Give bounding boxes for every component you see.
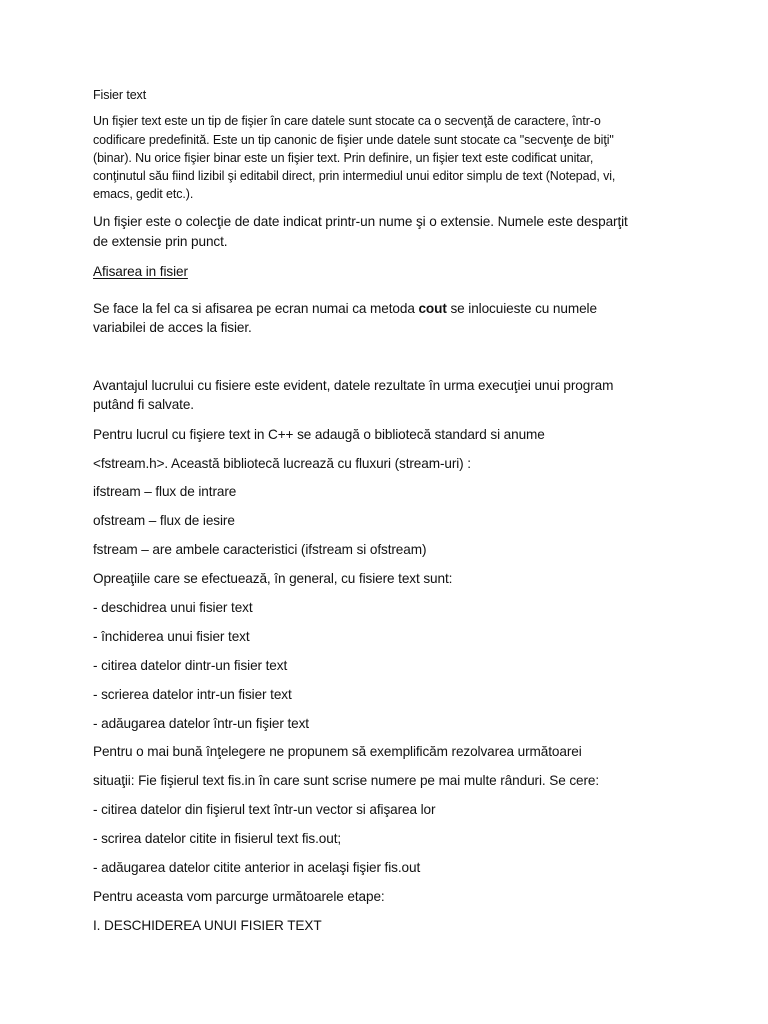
list-item: - scrirea datelor citite in fisierul text fis.out; — [93, 831, 342, 846]
list-item: - adăugarea datelor citite anterior in acelaşi fişier fis.out — [93, 860, 421, 875]
avantaj-line: Avantajul lucrului cu fisiere este evident, datele rezultate în urma execuţiei unui program — [93, 378, 614, 393]
intro-line: conţinutul său fiind lizibil şi editabil direct, prin intermediul unui editor simplu de text (Notepad, vi, — [93, 169, 616, 183]
text-line: situaţii: Fie fişierul text fis.in în care sunt scrise numere pe mai multe rânduri. Se cere: — [93, 773, 600, 788]
list-item: - scrierea datelor intr-un fisier text — [93, 687, 292, 702]
list-item: - citirea datelor din fişierul text într-un vector si afişarea lor — [93, 802, 436, 817]
text-line: Pentru lucrul cu fişiere text in C++ se adaugă o bibliotecă standard si anume — [93, 427, 545, 442]
colectie-line: de extensie prin punct. — [93, 234, 228, 249]
section-heading: Afisarea in fisier — [93, 264, 188, 279]
text-line: ofstream – flux de iesire — [93, 513, 235, 528]
section-title: I. DESCHIDEREA UNUI FISIER TEXT — [93, 918, 322, 933]
list-item: - adăugarea datelor într-un fişier text — [93, 716, 309, 731]
intro-line: emacs, gedit etc.). — [93, 187, 194, 201]
text-line: ifstream – flux de intrare — [93, 484, 237, 499]
afisare-text: se inlocuieste cu numele — [446, 301, 597, 316]
text-line: <fstream.h>. Această bibliotecă lucrează cu fluxuri (stream-uri) : — [93, 456, 471, 471]
list-item: - închiderea unui fisier text — [93, 629, 250, 644]
afisare-text: Se face la fel ca si afisarea pe ecran numai ca metoda — [93, 301, 419, 316]
text-line: fstream – are ambele caracteristici (ifstream si ofstream) — [93, 542, 427, 557]
intro-line: Un fişier text este un tip de fişier în care datele sunt stocate ca o secvenţă de caractere, într-o — [93, 114, 601, 128]
afisare-line: variabilei de acces la fisier. — [93, 320, 252, 335]
document-title: Fisier text — [93, 88, 147, 102]
afisare-line — [93, 299, 597, 318]
intro-line: codificare predefinită. Este un tip canonic de fişier unde datele sunt stocate ca "secvenţe de biţi" — [93, 133, 614, 147]
list-item: - deschidrea unui fisier text — [93, 600, 253, 615]
list-item: - citirea datelor dintr-un fisier text — [93, 658, 288, 673]
colectie-line: Un fişier este o colecţie de date indicat printr-un nume şi o extensie. Numele este desparţit — [93, 214, 628, 229]
intro-line: (binar). Nu orice fişier binar este un fişier text. Prin definire, un fişier text este codificat unitar, — [93, 151, 594, 165]
text-line: Opreaţiile care se efectuează, în general, cu fisiere text sunt: — [93, 571, 453, 586]
text-line: Pentru aceasta vom parcurge următoarele etape: — [93, 889, 385, 904]
text-line: Pentru o mai bună înţelegere ne propunem să exemplificăm rezolvarea următoarei — [93, 744, 582, 759]
avantaj-line: putând fi salvate. — [93, 397, 194, 412]
cout-keyword: cout — [418, 301, 447, 316]
